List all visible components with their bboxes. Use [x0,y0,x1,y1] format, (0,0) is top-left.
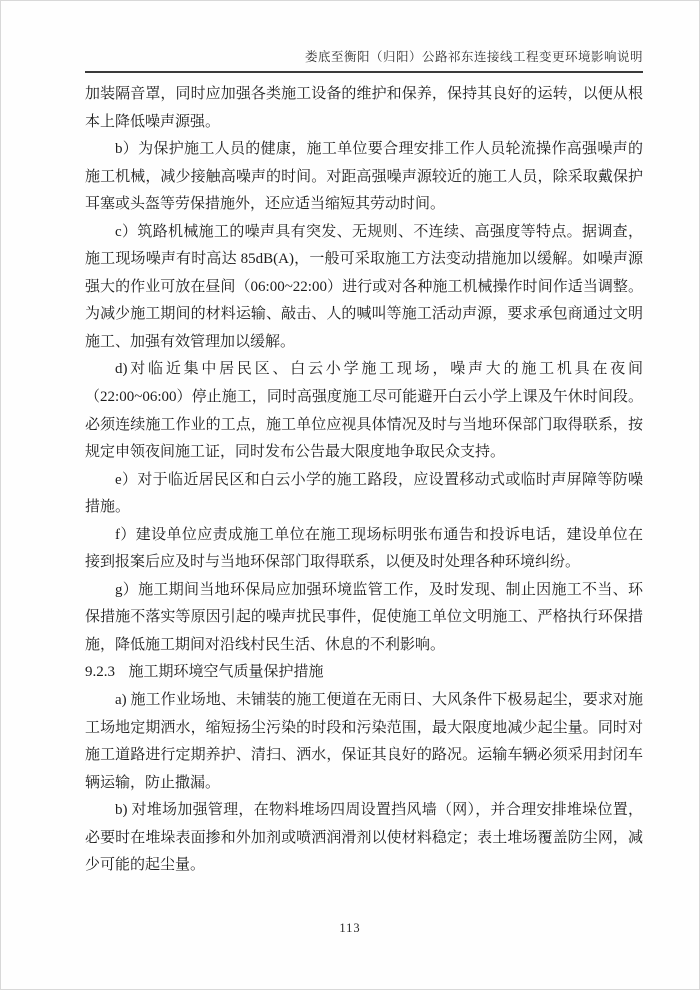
para-air-a: a) 施工作业场地、未铺装的施工便道在无雨日、大风条件下极易起尘，要求对施工场地定期洒水，缩短扬尘污染的时段和污染范围，最大限度地减少起尘量。同时对施工道路进行定期养护、清扫、洒水，保证其良好的路况。运输车辆必须采用封闭车辆运输，防止撒漏。 [85,692,643,791]
document-content [85,81,643,880]
page-footer [1,921,699,936]
para-noise-c: c）筑路机械施工的噪声具有突发、无规则、不连续、高强度等特点。据调查，施工现场噪声有时高达 85dB(A)，一般可采取施工方法变动措施加以缓解。如噪声源强大的作业可放在昼间（06:00~22:00）进行或对各种施工机械操作时间作适当调整。为减少施工期间的材料运输、敲击、人的喊叫等施工活动声源，要求承包商通过文明施工、加强有效管理加以缓解。 [85,223,643,350]
para-noise-d: d)对临近集中居民区、白云小学施工现场，噪声大的施工机具在夜间（22:00~06:00）停止施工，同时高强度施工尽可能避开白云小学上课及午休时间段。必须连续施工作业的工点，施工单位应视具体情况及时与当地环保部门取得联系，按规定申领夜间施工证，同时发布公告最大限度地争取民众支持。 [85,361,643,461]
para-air-b: b) 对堆场加强管理，在物料堆场四周设置挡风墙（网），并合理安排堆垛位置，必要时在堆垛表面掺和外加剂或喷洒润滑剂以使材料稳定；表土堆场覆盖防尘网，减少可能的起尘量。 [85,802,643,874]
section-number: 9.2.3 [85,664,115,681]
para-noise-f: f）建设单位应责成施工单位在施工现场标明张布通告和投诉电话，建设单位在接到报案后应及时与当地环保部门取得联系，以便及时处理各种环境纠纷。 [85,526,643,571]
section-title: 施工期环境空气质量保护措施 [128,664,324,681]
para-noise-continuation: 加装隔音罩，同时应加强各类施工设备的维护和保养，保持其良好的运转，以便从根本上降低噪声源强。 [85,86,643,130]
page-number: 113 [339,921,361,935]
header-title: 娄底至衡阳（归阳）公路祁东连接线工程变更环境影响说明 [304,50,643,64]
para-noise-e: e）对于临近居民区和白云小学的施工路段，应设置移动式或临时声屏障等防噪措施。 [85,471,643,516]
section-heading-923 [85,659,643,687]
para-noise-g: g）施工期间当地环保局应加强环境监管工作，及时发现、制止因施工不当、环保措施不落实等原因引起的噪声扰民事件，促使施工单位文明施工、严格执行环保措施，降低施工期间对沿线村民生活、休息的不利影响。 [85,581,643,653]
para-noise-b: b）为保护施工人员的健康，施工单位要合理安排工作人员轮流操作高强噪声的施工机械，减少接触高噪声的时间。对距高强噪声源较近的施工人员，除采取戴保护耳塞或头盔等劳保措施外，还应适当缩短其劳动时间。 [85,141,643,213]
page-header [85,47,643,73]
